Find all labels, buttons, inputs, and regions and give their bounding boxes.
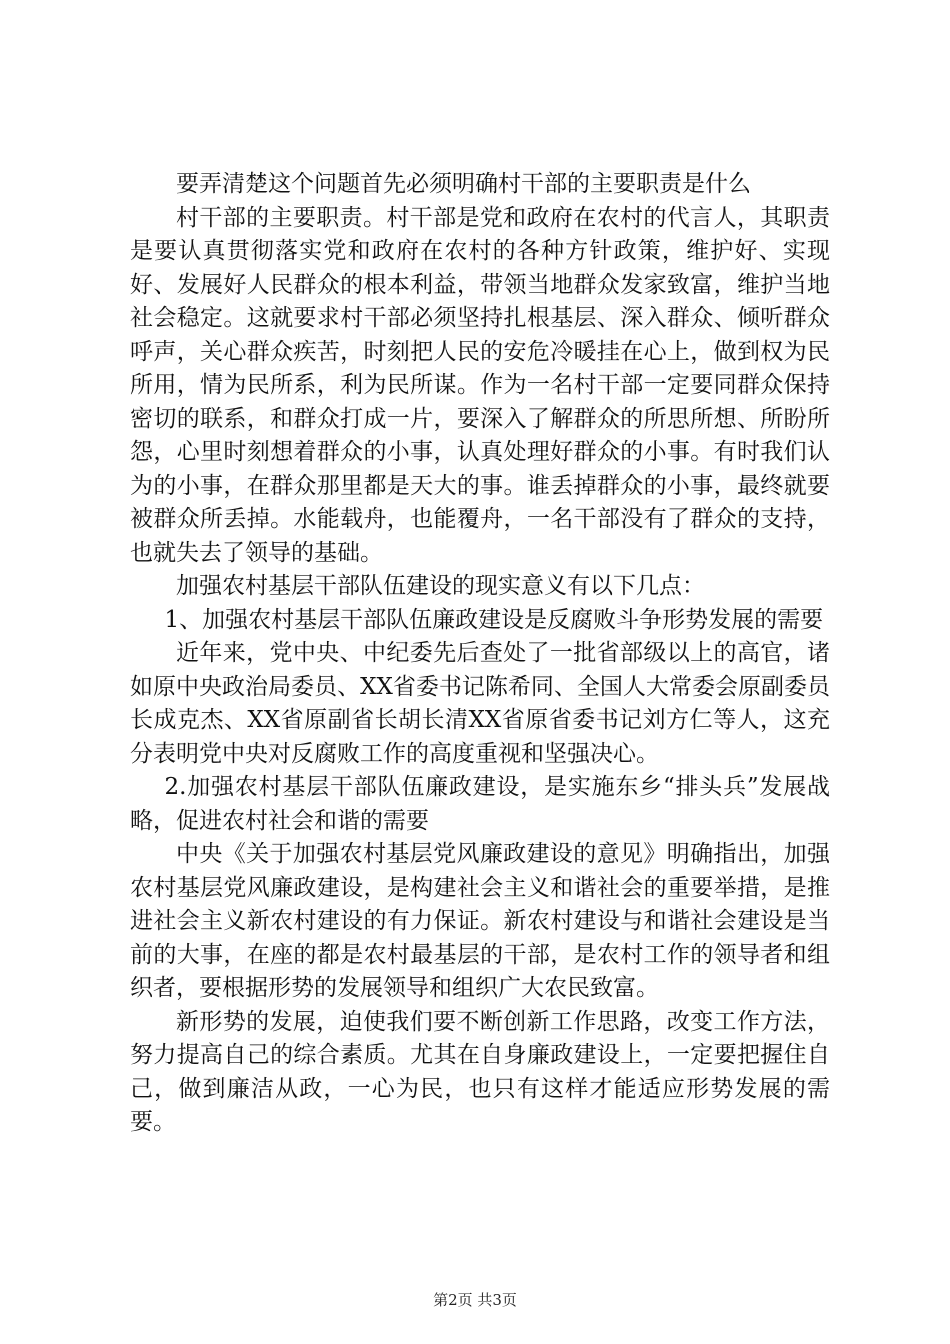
paragraph-question: 要弄清楚这个问题首先必须明确村干部的主要职责是什么 bbox=[176, 171, 751, 197]
paragraph-new-situation: 新形势的发展，迫使我们要不断创新工作思路，改变工作方法，努力提高自己的综合素质。尤其在自身廉政建设上，一定要把握住自己，做到廉洁从政，一心为民，也只有这样才能适应形势发展的需要。 bbox=[130, 1008, 830, 1135]
paragraph-duties: 村干部的主要职责。村干部是党和政府在农村的代言人，其职责是要认真贯彻落实党和政府在农村的各种方针政策，维护好、实现好、发展好人民群众的根本利益，带领当地群众发家致富，维护当地社会稳定。这就要求村干部必须坚持扎根基层、深入群众、倾听群众呼声，关心群众疾苦，时刻把人民的安危冷暖挂在心上，做到权为民所用，情为民所系，利为民所谋。作为一名村干部一定要同群众保持密切的联系，和群众打成一片，要深入了解群众的所思所想、所盼所怨，心里时刻想着群众的小事，认真处理好群众的小事。有时我们认为的小事，在群众那里都是天大的事。谁丢掉群众的小事，最终就要被群众所丢掉。水能载舟，也能覆舟，一名干部没有了群众的支持，也就失去了领导的基础。 bbox=[130, 204, 830, 566]
point-1-heading: 1、加强农村基层干部队伍廉政建设是反腐败斗争形势发展的需要 bbox=[164, 606, 824, 633]
paragraph-significance-intro: 加强农村基层干部队伍建设的现实意义有以下几点： bbox=[176, 573, 705, 599]
page-footer bbox=[0, 1290, 950, 1310]
page-number: 第2页 共3页 bbox=[433, 1291, 517, 1309]
paragraph-central-opinion: 中央《关于加强农村基层党风廉政建设的意见》明确指出，加强农村基层党风廉政建设，是构建社会主义和谐社会的重要举措，是推进社会主义新农村建设的有力保证。新农村建设与和谐社会建设是当前的大事，在座的都是农村最基层的干部，是农村工作的领导者和组织者，要根据形势的发展领导和组织广大农民致富。 bbox=[130, 841, 830, 1001]
point-2-heading: 2.加强农村基层干部队伍廉政建设，是实施东乡“排头兵”发展战略，促进农村社会和谐的需要 bbox=[130, 774, 830, 834]
document-body bbox=[130, 168, 830, 1140]
paragraph-anti-corruption: 近年来，党中央、中纪委先后查处了一批省部级以上的高官，诸如原中央政治局委员、XX省委书记陈希同、全国人大常委会原副委员长成克杰、XX省原副省长胡长清XX省原省委书记刘方仁等人，这充分表明党中央对反腐败工作的高度重视和坚强决心。 bbox=[130, 640, 830, 767]
